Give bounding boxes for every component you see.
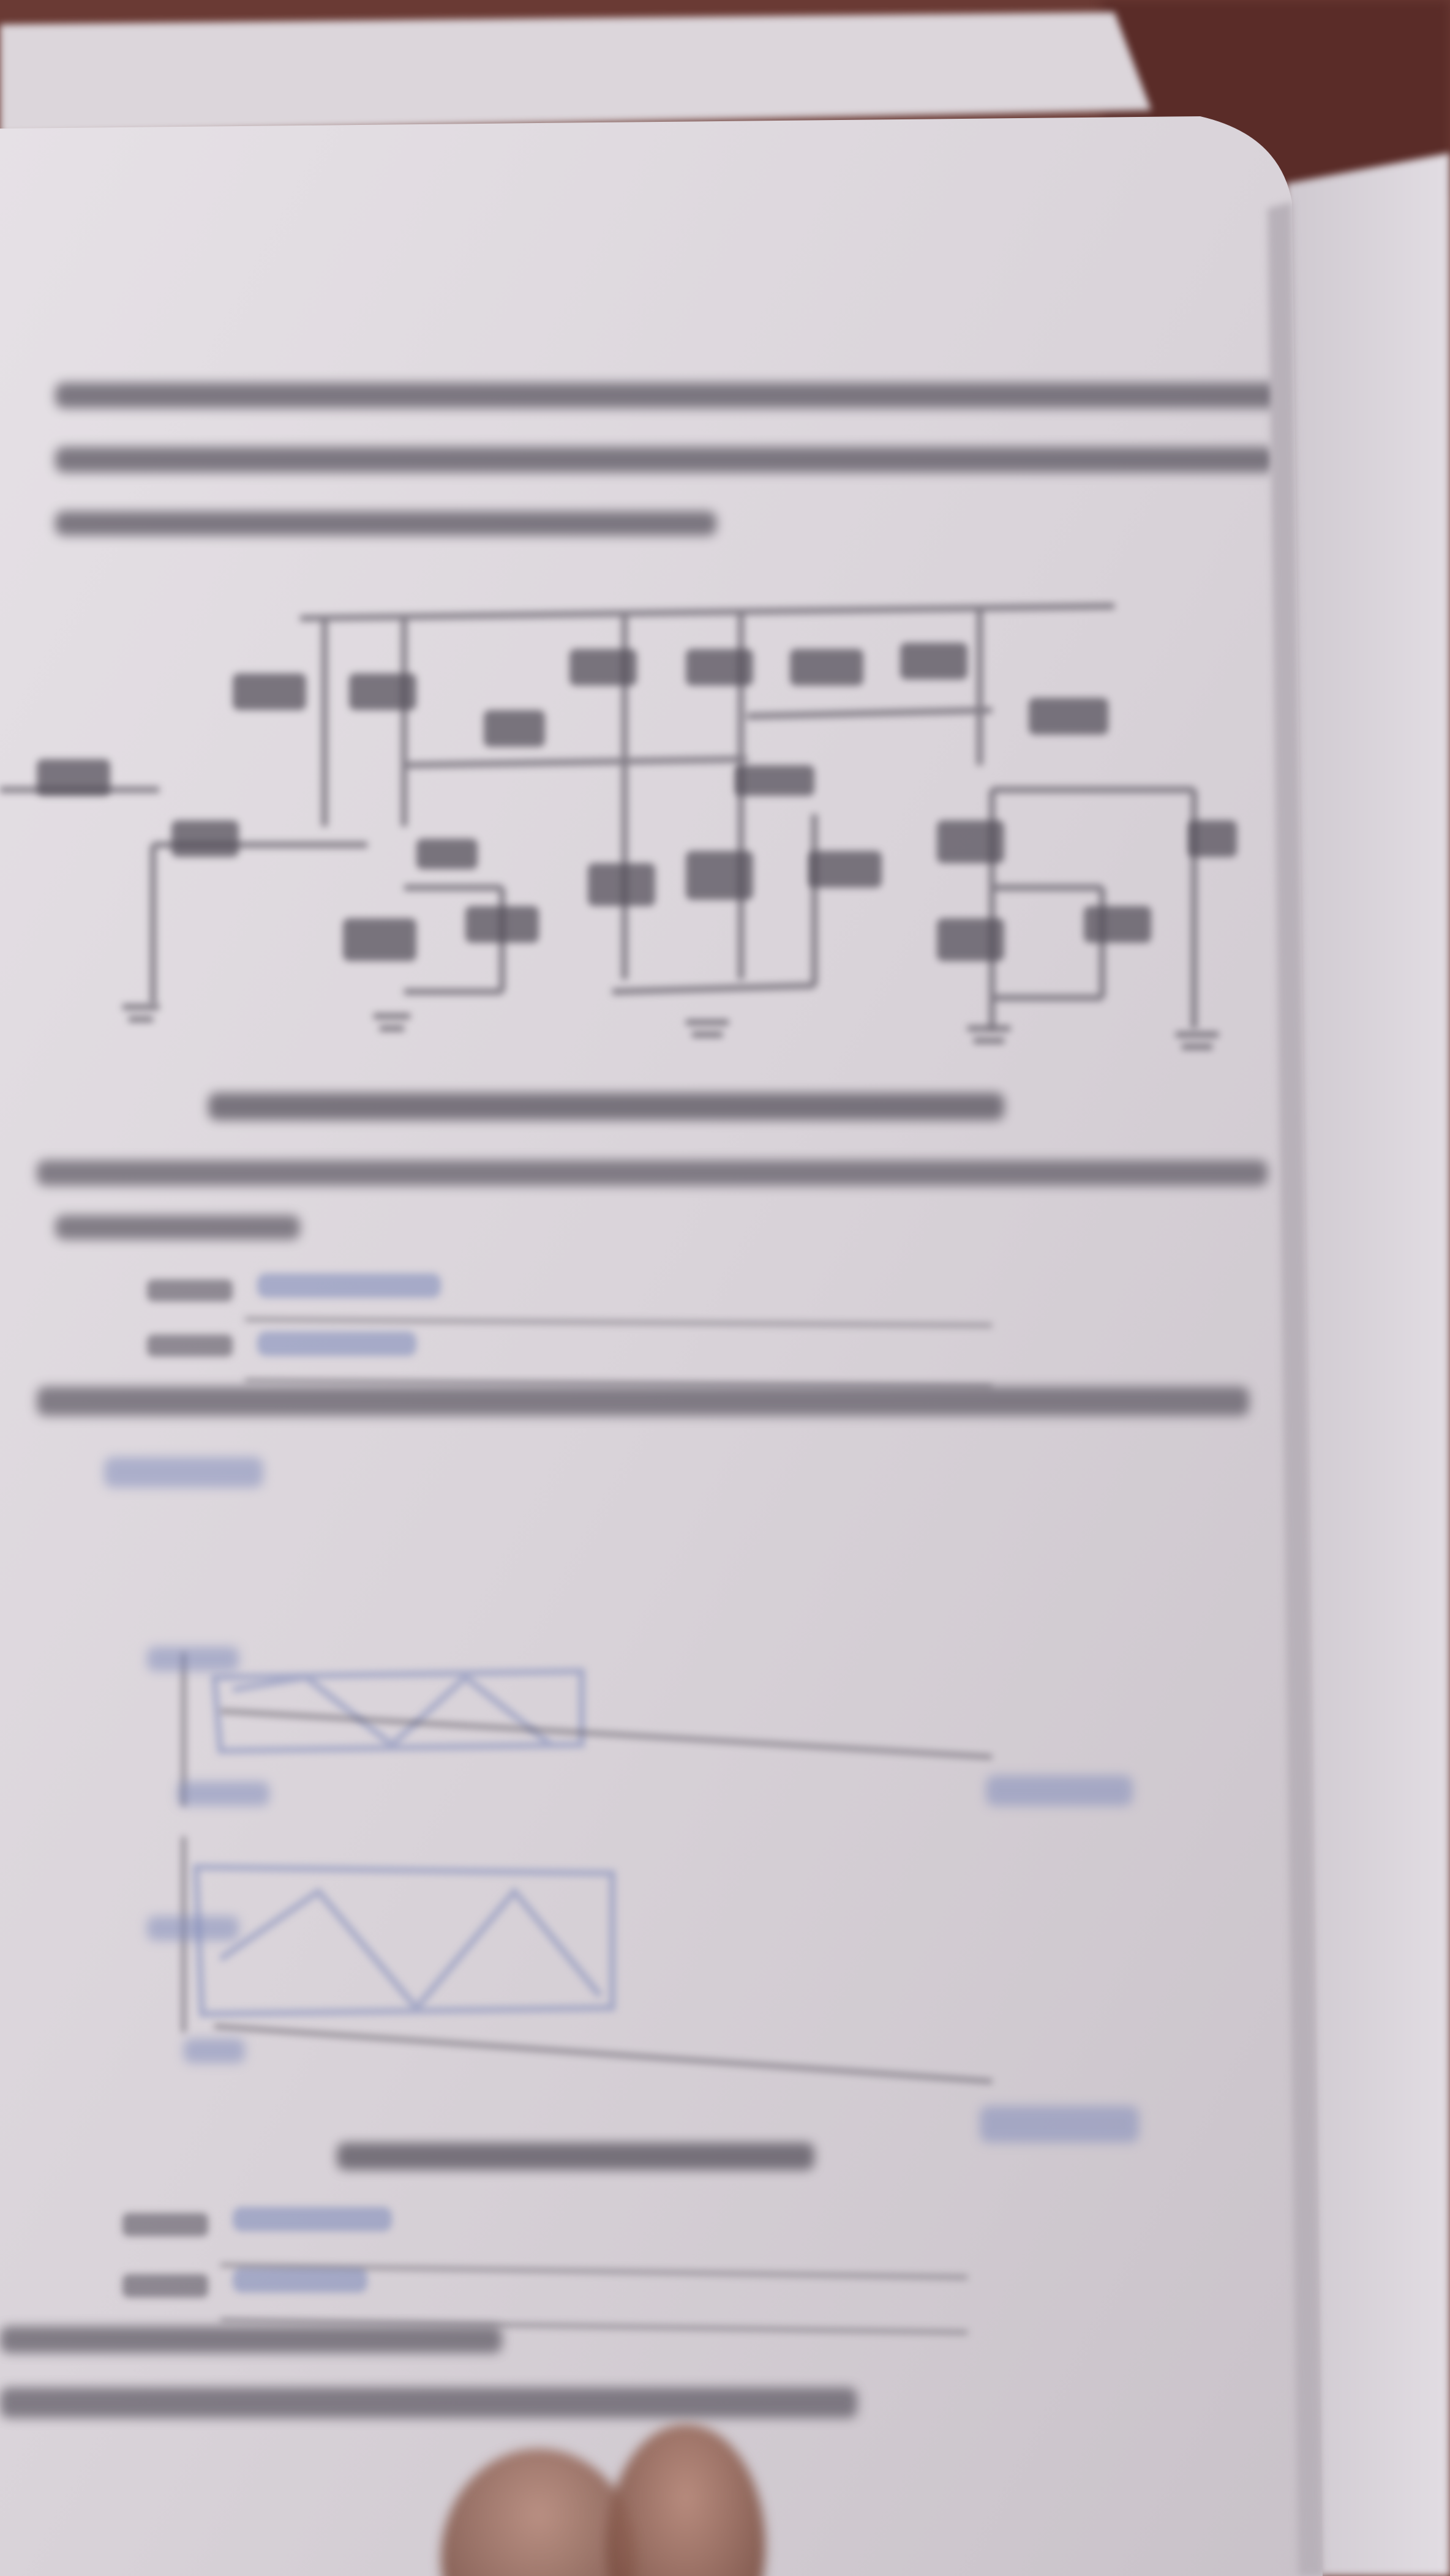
- figure-caption: [208, 1093, 1004, 1120]
- handwritten-note: [104, 1457, 263, 1488]
- figure-caption-2: [337, 2143, 814, 2170]
- instruction-line: [37, 1387, 1249, 1416]
